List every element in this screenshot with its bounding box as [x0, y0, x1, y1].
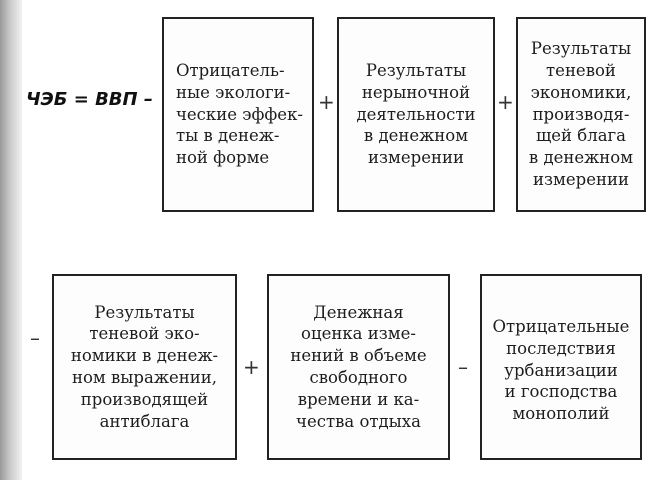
- page-edge-shadow: [0, 0, 22, 480]
- box-urbanization-monopoly: Отрицательные последствия урбанизации и господства монополий: [480, 274, 642, 460]
- box-negative-eco-effects: Отрицатель- ные экологи- ческие эффек- ты в денеж- ной форме: [162, 17, 314, 212]
- box-free-time-valuation: Денежная оценка изме- нений в объеме свободного времени и ка- чества отдыха: [267, 274, 450, 460]
- operator-minus-1: –: [30, 326, 40, 350]
- operator-plus-3: +: [243, 355, 260, 379]
- operator-plus-2: +: [497, 90, 514, 114]
- box-shadow-economy-goods: Результаты теневой экономики, производя- щей блага в денежном измерении: [516, 17, 646, 212]
- formula-lhs: ЧЭБ = ВВП –: [26, 89, 153, 110]
- box-nonmarket-activity: Результаты нерыночной деятельности в денежном измерении: [337, 17, 495, 212]
- operator-plus-1: +: [318, 90, 335, 114]
- box-shadow-economy-antigoods: Результаты теневой эко- номики в денеж- ном выражении, производящей антиблага: [52, 274, 237, 460]
- operator-minus-2: –: [458, 355, 468, 379]
